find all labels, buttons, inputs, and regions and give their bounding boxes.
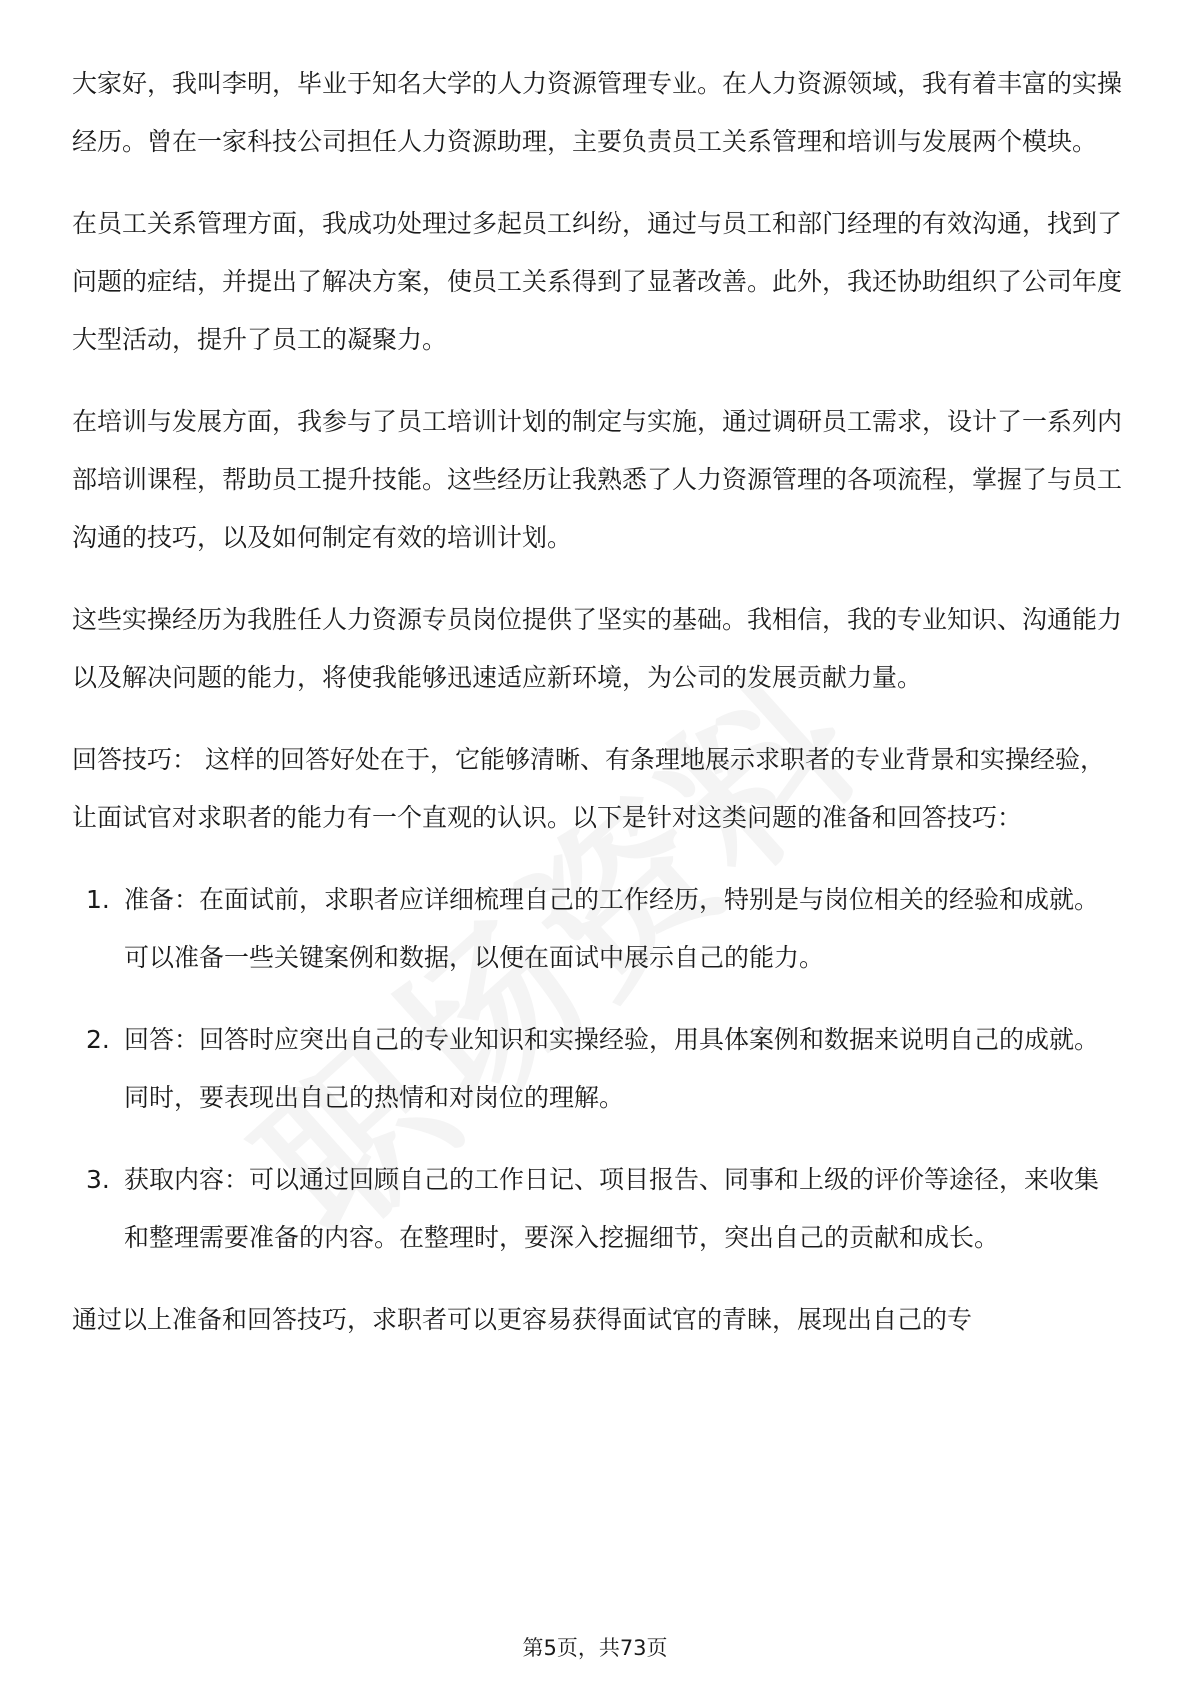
list-item <box>72 1011 1122 1127</box>
list-item-number: 1. <box>86 885 110 914</box>
answer-tips-paragraph: 回答技巧： 这样的回答好处在于，它能够清晰、有条理地展示求职者的专业背景和实操经验，让面试官对求职者的能力有一个直观的认识。以下是针对这类问题的准备和回答技巧： <box>72 745 1105 832</box>
list-item-number: 3. <box>86 1165 110 1194</box>
tips-list <box>72 871 1122 1267</box>
employee-relations-paragraph: 在员工关系管理方面，我成功处理过多起员工纠纷，通过与员工和部门经理的有效沟通，找到了问题的症结，并提出了解决方案，使员工关系得到了显著改善。此外，我还协助组织了公司年度大型活动，提升了员工的凝聚力。 <box>72 209 1123 354</box>
summary-paragraph: 这些实操经历为我胜任人力资源专员岗位提供了坚实的基础。我相信，我的专业知识、沟通能力以及解决问题的能力，将使我能够迅速适应新环境，为公司的发展贡献力量。 <box>72 605 1123 692</box>
list-item-number: 2. <box>86 1025 110 1054</box>
list-item <box>72 871 1122 987</box>
training-paragraph: 在培训与发展方面，我参与了员工培训计划的制定与实施，通过调研员工需求，设计了一系列内部培训课程，帮助员工提升技能。这些经历让我熟悉了人力资源管理的各项流程，掌握了与员工沟通的技巧，以及如何制定有效的培训计划。 <box>72 407 1123 552</box>
page-number: 第5页，共73页 <box>522 1636 668 1660</box>
document-body <box>72 55 1122 1373</box>
closing-paragraph: 通过以上准备和回答技巧，求职者可以更容易获得面试官的青睐，展现出自己的专 <box>72 1305 973 1334</box>
list-item <box>72 1151 1122 1267</box>
list-item-text: 获取内容：可以通过回顾自己的工作日记、项目报告、同事和上级的评价等途径，来收集和整理需要准备的内容。在整理时，要深入挖掘细节，突出自己的贡献和成长。 <box>124 1165 1100 1252</box>
list-item-text: 准备：在面试前，求职者应详细梳理自己的工作经历，特别是与岗位相关的经验和成就。可以准备一些关键案例和数据，以便在面试中展示自己的能力。 <box>124 885 1100 972</box>
list-item-text: 回答：回答时应突出自己的专业知识和实操经验，用具体案例和数据来说明自己的成就。同时，要表现出自己的热情和对岗位的理解。 <box>124 1025 1100 1112</box>
intro-paragraph: 大家好，我叫李明，毕业于知名大学的人力资源管理专业。在人力资源领域，我有着丰富的实操经历。曾在一家科技公司担任人力资源助理，主要负责员工关系管理和培训与发展两个模块。 <box>72 69 1123 156</box>
